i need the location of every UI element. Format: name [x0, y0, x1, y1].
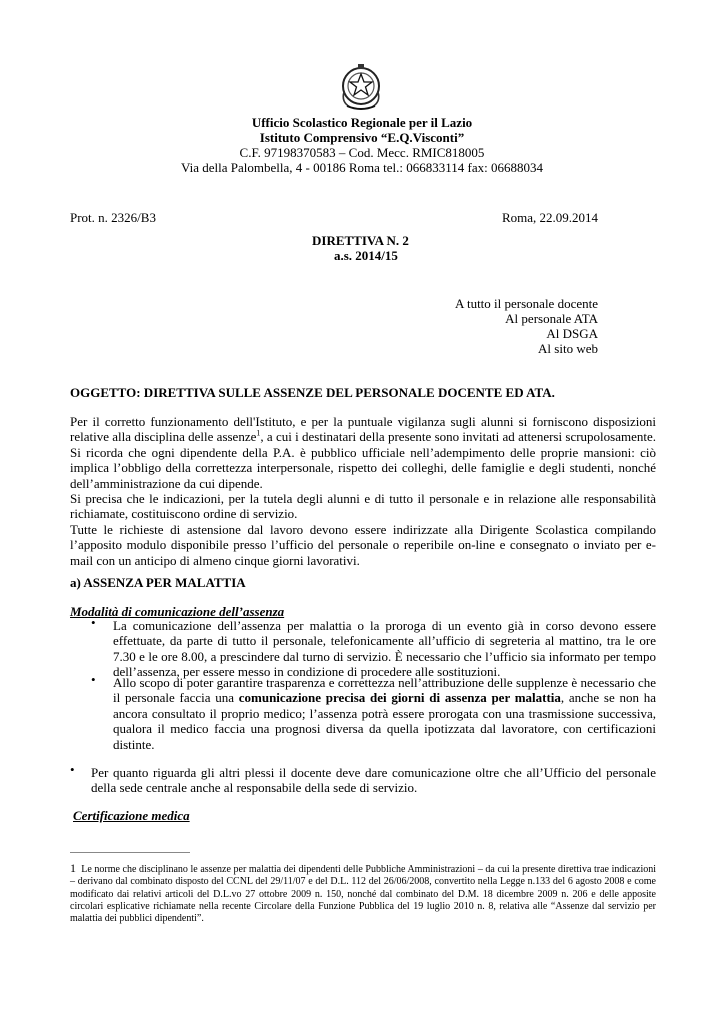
footnote [70, 862, 656, 925]
bullet-icon: • [91, 615, 96, 630]
intro-text [70, 414, 656, 568]
office-name: Ufficio Scolastico Regionale per il Lazio [251, 115, 473, 130]
footnote-divider [70, 852, 190, 853]
footnote-text: Le norme che disciplinano le assenze per malattia dei dipendenti delle Pubbliche Amministrazioni – da cui la presente direttiva trae indicazioni – derivano dal combinato disposto del CCNL del 29/11/07 e del D.L. 112 del 26/06/2008, convertito nella Legge n.133 del 6 agosto 2008 e come modificato dai relativi articoli del D.L.vo 27 ottobre 2009 n. 150, nonché dal combinato del D.M. 18 dicembre 2009 n. 206 e delle apposite circolari esplicative richiamate nella recente Circolare della Funzione Pubblica del 19 luglio 2010 n. 8, relativa alle “Assenze dal servizio per malattia dei pubblici dipendenti”. [70, 864, 657, 925]
bullet-icon: • [91, 672, 96, 687]
school-name: Istituto Comprensivo “E.Q.Visconti” [259, 130, 465, 145]
intro-p1-end: , a cui i destinatari della presente sono invitati ad attenersi scrupolosamente. Si ricorda che ogni dipendente della P.A. è pubblico ufficiale nell’adempimento delle proprie mansioni: ciò implica l’obbligo della correttezza interpersonale, rispetto dei colleghi, delle famiglie e degli studenti, nonché dell’amministrazione da cui dipende. [70, 429, 656, 491]
place-date: Roma, 22.09.2014 [501, 210, 598, 225]
section-a-title: a) ASSENZA PER MALATTIA [70, 575, 246, 590]
certification-subheading: Certificazione medica [73, 808, 190, 823]
bullet-item-3: Per quanto riguarda gli altri plessi il docente deve dare comunicazione oltre che all’Ufficio del personale della sede centrale anche al responsabile della sede di servizio. [91, 765, 656, 796]
bullet-2-end: , anche se non ha ancora consultato il proprio medico; l’assenza potrà essere prorogata con una trasmissione successiva, qualora il medico faccia una prognosi diversa da quella ipotizzata dal lavoratore, con certificazioni distinte. [113, 690, 656, 752]
intro-paragraph-3: Tutte le richieste di astensione dal lavoro devono essere indirizzate alla Dirigente Scolastica compilando l’apposito modulo disponibile presso l’ufficio del personale o reperibile on-line e consegnato o inviato per e-mail con un anticipo di almeno cinque giorni lavorativi. [70, 521, 656, 568]
italian-republic-emblem-icon [338, 62, 384, 112]
bullet-icon: • [70, 762, 75, 777]
bullet-item-1: La comunicazione dell’assenza per malattia o la proroga di un evento già in corso devono essere effettuate, da parte di tutto il personale, telefonicamente all’ufficio di segreteria al mattino, tra le ore 7.30 e le ore 8.00, a prescindere dal turno di servizio. È necessario che l’ufficio sia informato per tempo dell’assenza, per essere messo in condizione di procedere alle sostituzioni. [113, 618, 656, 680]
protocol-number: Prot. n. 2326/B3 [70, 210, 156, 225]
recipient: Al DSGA [546, 326, 598, 341]
school-address: Via della Palombella, 4 - 00186 Roma tel.: 066833114 fax: 06688034 [181, 160, 543, 175]
bullet-2-start: Allo scopo di poter garantire trasparenza e correttezza nell’attribuzione delle supplenze è necessario che il personale faccia una [113, 675, 656, 706]
intro-paragraph-2: Si precisa che le indicazioni, per la tutela degli alunni e di tutto il personale e in relazione alle responsabilità richiamate, costituiscono ordine di servizio. [70, 491, 656, 522]
school-codes: C.F. 97198370583 – Cod. Mecc. RMIC818005 [239, 145, 485, 160]
directive-title: DIRETTIVA N. 2 [312, 233, 409, 248]
bullet-item-2 [113, 675, 656, 752]
communication-subheading: Modalità di comunicazione dell’assenza [70, 604, 285, 619]
school-year: a.s. 2014/15 [334, 248, 398, 263]
recipient: A tutto il personale docente [455, 296, 598, 311]
footnote-reference: 1 [256, 429, 261, 439]
bullet-2-emphasis: comunicazione precisa dei giorni di assenza per malattia [238, 690, 561, 706]
footnote-mark: 1 [70, 861, 76, 875]
subject-line: OGGETTO: DIRETTIVA SULLE ASSENZE DEL PERSONALE DOCENTE ED ATA. [70, 385, 555, 400]
recipient: Al personale ATA [505, 311, 598, 326]
recipient: Al sito web [538, 341, 598, 356]
intro-p1-start: Per il corretto funzionamento dell'Istituto, e per la puntuale vigilanza sugli alunni si forniscono disposizioni relative alla disciplina delle assenze [70, 414, 656, 445]
intro-paragraph-1 [70, 414, 656, 491]
